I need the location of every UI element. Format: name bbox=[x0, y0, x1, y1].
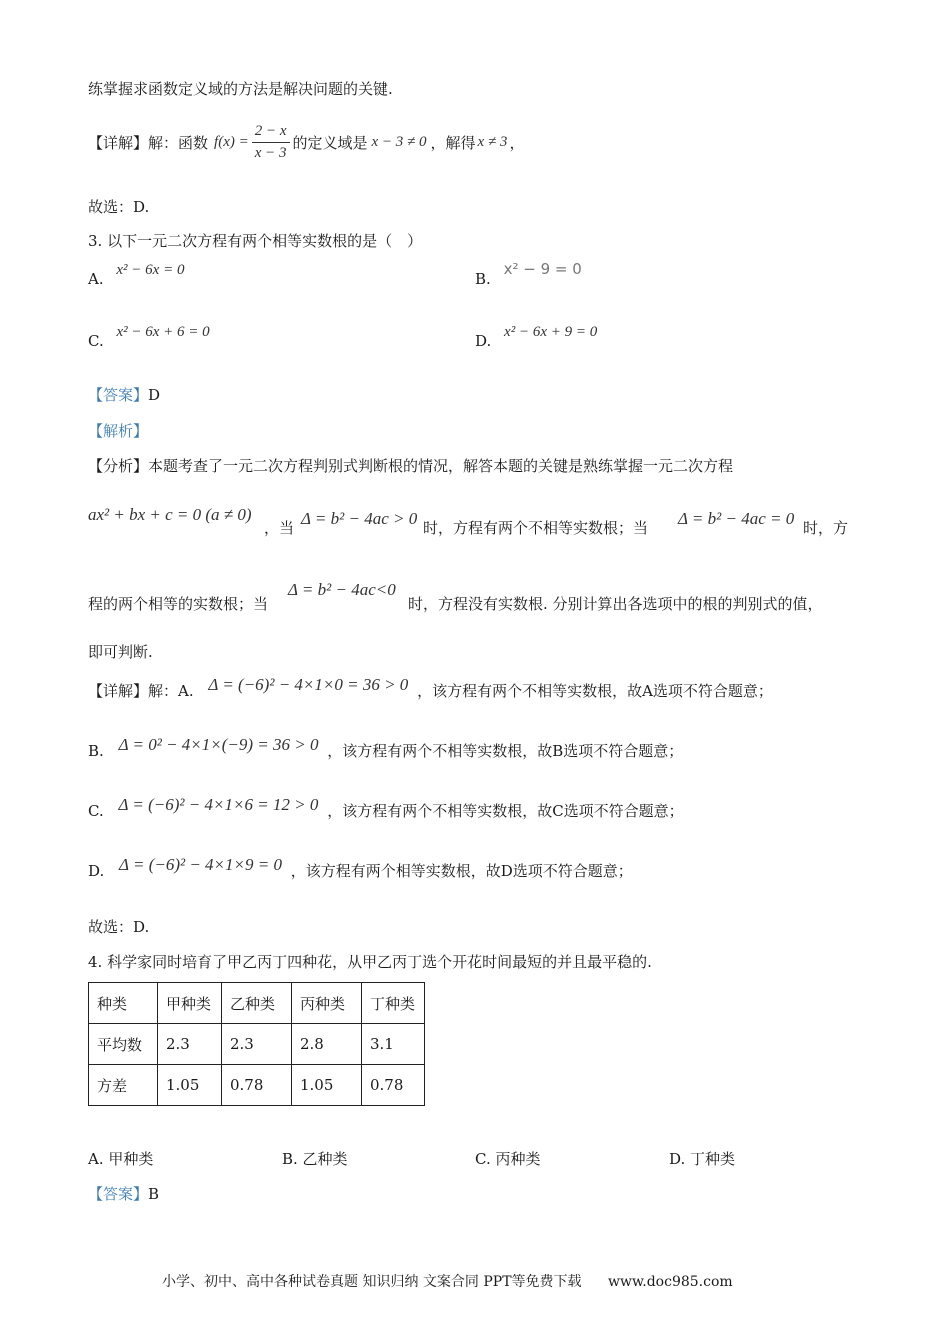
q3-detail-b bbox=[88, 735, 684, 770]
detail-tag: 【详解】 bbox=[88, 133, 149, 152]
detail-text: ，该方程有两个不相等实数根，故A选项不符合题意； bbox=[417, 682, 773, 700]
option-expr: x² − 6x + 6 = 0 bbox=[116, 324, 210, 340]
detail-text: ，该方程有两个不相等实数根，故C选项不符合题意； bbox=[327, 802, 684, 820]
q3-detail-c bbox=[88, 795, 684, 830]
option-expr: x² − 6x + 9 = 0 bbox=[504, 324, 598, 340]
condition-zero: Δ = b² − 4ac = 0 bbox=[678, 509, 795, 528]
option-label: D. bbox=[475, 332, 492, 350]
comma: ， bbox=[509, 133, 525, 152]
q3-analysis-line3 bbox=[88, 580, 878, 620]
q4-option-c: C. 丙种类 bbox=[475, 1150, 541, 1168]
table-cell: 2.3 bbox=[222, 1024, 292, 1065]
q3-option-a bbox=[88, 262, 185, 289]
q3-analysis-line4: 即可判断. bbox=[88, 643, 153, 661]
analysis-text: 本题考查了一元二次方程判别式判断根的情况，解答本题的关键是熟练掌握一元二次方程 bbox=[148, 457, 734, 475]
table-header-row bbox=[89, 983, 425, 1024]
answer-value: D bbox=[148, 386, 161, 404]
option-expr: x² − 9 = 0 bbox=[503, 260, 582, 278]
table-cell: 平均数 bbox=[89, 1024, 158, 1065]
table-cell: 乙种类 bbox=[222, 983, 292, 1024]
detail-label: D. bbox=[88, 862, 105, 880]
q2-choose: 故选：D. bbox=[88, 198, 150, 216]
table-cell: 2.3 bbox=[158, 1024, 222, 1065]
discriminant-expr: Δ = (−6)² − 4×1×6 = 12 > 0 bbox=[118, 795, 319, 814]
domain-text: 的定义域是 bbox=[292, 133, 368, 152]
footer-text: 小学、初中、高中各种试卷真题 知识归纳 文案合同 PPT等免费下载 bbox=[162, 1274, 582, 1290]
q3-option-b bbox=[475, 260, 582, 288]
table-cell: 2.8 bbox=[292, 1024, 362, 1065]
option-label: A. bbox=[88, 270, 104, 288]
result-two-roots: 时，方程有两个不相等实数根；当 bbox=[423, 519, 649, 537]
table-cell: 1.05 bbox=[158, 1065, 222, 1106]
q3-analysis-line2 bbox=[88, 505, 868, 545]
intro-line: 练掌握求函数定义域的方法是解决问题的关键. bbox=[88, 80, 393, 98]
discriminant-expr: Δ = (−6)² − 4×1×9 = 0 bbox=[119, 855, 282, 874]
detail-prefix: 解：函数 bbox=[148, 133, 209, 152]
option-label: B. bbox=[475, 270, 491, 288]
analysis-text: 程的两个相等的实数根；当 bbox=[88, 595, 269, 613]
table-cell: 方差 bbox=[89, 1065, 158, 1106]
function-fraction bbox=[252, 123, 290, 162]
solve-text: ，解得 bbox=[430, 133, 476, 152]
answer-tag: 【答案】 bbox=[88, 386, 149, 404]
q3-stem: 3. 以下一元二次方程有两个相等实数根的是（ ） bbox=[88, 232, 423, 250]
table-cell: 甲种类 bbox=[158, 983, 222, 1024]
general-equation: ax² + bx + c = 0 (a ≠ 0) bbox=[88, 505, 252, 524]
q2-detail-line bbox=[88, 112, 524, 172]
q3-analysis-line1 bbox=[88, 455, 733, 476]
analysis-tag: 【分析】 bbox=[88, 457, 149, 475]
table-row bbox=[89, 1024, 425, 1065]
detail-tag: 【详解】 bbox=[88, 682, 149, 700]
footer bbox=[162, 1271, 733, 1291]
condition-positive: Δ = b² − 4ac > 0 bbox=[301, 509, 418, 528]
detail-label: 解：A. bbox=[148, 682, 194, 700]
q3-option-c bbox=[88, 324, 210, 351]
answer-value: B bbox=[148, 1185, 160, 1203]
q3-choose: 故选：D. bbox=[88, 918, 150, 936]
option-expr: x² − 6x = 0 bbox=[116, 262, 185, 278]
q4-table bbox=[88, 982, 425, 1106]
q3-detail-a bbox=[88, 675, 773, 710]
detail-text: ，该方程有两个不相等实数根，故B选项不符合题意； bbox=[327, 742, 684, 760]
q3-analysis-tag: 【解析】 bbox=[88, 422, 149, 440]
detail-label: B. bbox=[88, 742, 104, 760]
discriminant-expr: Δ = (−6)² − 4×1×0 = 36 > 0 bbox=[208, 675, 409, 694]
footer-link[interactable]: www.doc985.com bbox=[607, 1274, 733, 1290]
detail-label: C. bbox=[88, 802, 104, 820]
q4-stem: 4. 科学家同时培育了甲乙丙丁四种花，从甲乙丙丁选个开花时间最短的并且最平稳的. bbox=[88, 953, 652, 971]
domain-result: x ≠ 3 bbox=[477, 133, 508, 150]
q4-option-b: B. 乙种类 bbox=[282, 1150, 348, 1168]
result-no-roots: 时，方程没有实数根. 分别计算出各选项中的根的判别式的值， bbox=[408, 595, 823, 613]
q4-option-a: A. 甲种类 bbox=[88, 1150, 154, 1168]
q3-detail-d bbox=[88, 855, 633, 890]
table-cell: 3.1 bbox=[362, 1024, 425, 1065]
table-row bbox=[89, 1065, 425, 1106]
q3-answer bbox=[88, 384, 160, 405]
table-cell: 1.05 bbox=[292, 1065, 362, 1106]
function-name: f(x) = bbox=[214, 133, 249, 150]
discriminant-expr: Δ = 0² − 4×1×(−9) = 36 > 0 bbox=[118, 735, 319, 754]
fraction-denominator: x − 3 bbox=[254, 144, 287, 161]
option-label: C. bbox=[88, 332, 104, 350]
q4-answer bbox=[88, 1183, 159, 1204]
q4-option-d: D. 丁种类 bbox=[669, 1150, 736, 1168]
result-equal-roots: 时，方 bbox=[803, 519, 849, 537]
domain-condition: x − 3 ≠ 0 bbox=[371, 133, 427, 150]
answer-tag: 【答案】 bbox=[88, 1185, 149, 1203]
table-cell: 0.78 bbox=[222, 1065, 292, 1106]
table-cell: 丁种类 bbox=[362, 983, 425, 1024]
fraction-numerator: 2 − x bbox=[252, 123, 290, 143]
table-cell: 丙种类 bbox=[292, 983, 362, 1024]
table-cell: 种类 bbox=[89, 983, 158, 1024]
q3-option-d bbox=[475, 324, 598, 351]
condition-negative: Δ = b² − 4ac<0 bbox=[288, 580, 396, 599]
detail-text: ，该方程有两个相等实数根，故D选项不符合题意； bbox=[290, 862, 633, 880]
when-text: ，当 bbox=[264, 519, 295, 537]
table-cell: 0.78 bbox=[362, 1065, 425, 1106]
